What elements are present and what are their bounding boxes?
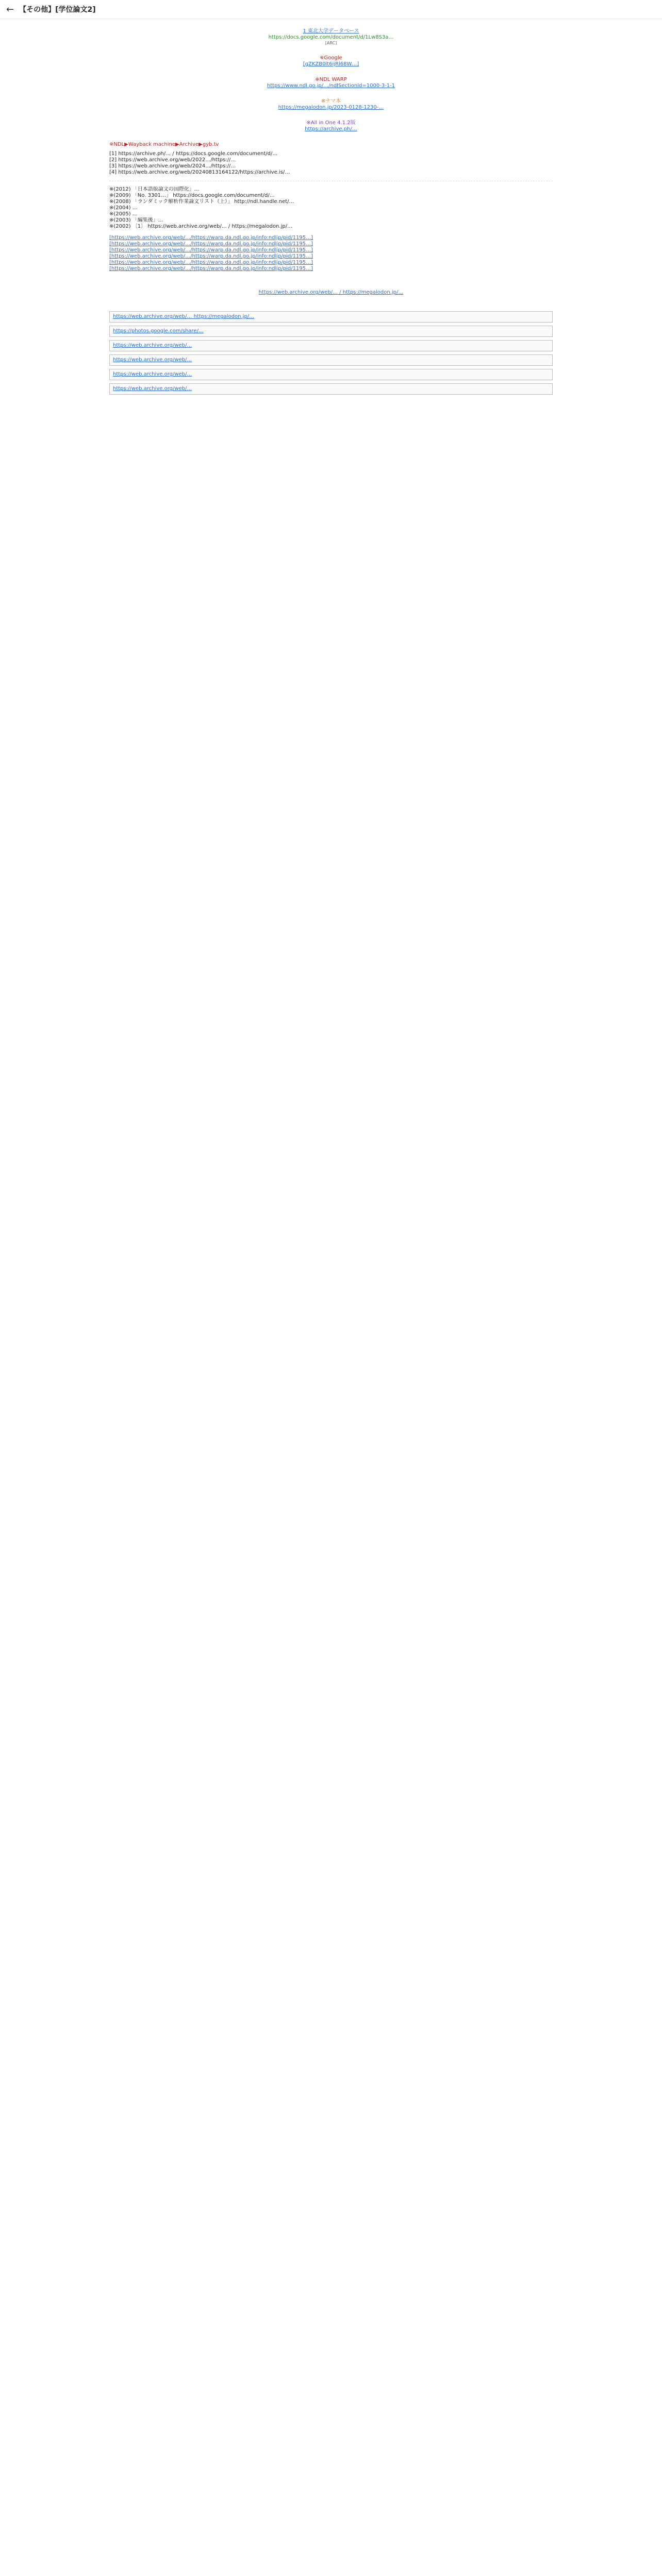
paragraph: [4] https://web.archive.org/web/20240813164122/https://archive.is/… [109,170,290,175]
ref-2 [109,55,553,67]
box-link[interactable]: https://web.archive.org/web/… [113,371,192,377]
ref-1-url[interactable]: https://docs.google.com/document/d/1Lw8S3a… [268,35,394,40]
main-section [109,142,553,395]
list-item[interactable]: [https://web.archive.org/web/…/https://warp.da.ndl.go.jp/info:ndljp/pid/1195…] [109,247,313,253]
ref-4 [109,98,553,111]
paragraph: [3] https://web.archive.org/web/2024…/https://… [109,163,236,169]
ref-1-sub: [ARC] [325,41,337,45]
box-link[interactable]: https://web.archive.org/web/… [113,386,192,392]
back-arrow-icon[interactable]: ← [6,4,14,15]
top-bar [0,0,662,19]
ref-2-label: ※Google [320,55,342,61]
paragraph: ※(2012) 「日本語版論文の国際化」… [109,187,200,192]
link-list [109,235,553,272]
ref-5 [109,120,553,132]
ref-4-url[interactable]: https://megalodon.jp/2023-0128-1230-… [278,105,384,110]
list-item[interactable]: [https://web.archive.org/web/…/https://warp.da.ndl.go.jp/info:ndljp/pid/1195…] [109,266,313,272]
paragraph: ※(2008) 「ランダミック解析作業論文リスト（上）」 http://ndl.handle.net/… [109,199,294,205]
ref-1 [109,28,553,46]
box-link[interactable]: https://photos.google.com/share/… [113,328,204,334]
box-link[interactable]: https://web.archive.org/web/… [113,343,192,348]
paragraph: ※(2002) 〔1〕 https://web.archive.org/web/… / https://megalodon.jp/… [109,224,293,229]
box-item [109,369,553,380]
paragraph: [2] https://web.archive.org/web/2022…/https://… [109,157,236,163]
page-title: 【その他】[学位論文2] [19,6,96,14]
paragraph: ※(2004) … [109,205,138,211]
list-item[interactable]: [https://web.archive.org/web/…/https://warp.da.ndl.go.jp/info:ndljp/pid/1195…] [109,253,313,259]
ref-2-url[interactable]: [gZKZB0lt6ijRl68W…] [303,61,359,67]
center-link[interactable]: https://web.archive.org/web/… / https://megalodon.jp/… [258,290,404,295]
box-item [109,354,553,366]
ref-3-label: ※NDL WARP [315,77,347,82]
box-item [109,326,553,337]
content [109,28,553,395]
ref-4-label: ※ナマ本 [321,98,341,104]
ref-1-label[interactable]: 1 東北大学データベース [303,28,359,34]
paragraph: ※(2003) 「編集後」… [109,217,163,223]
paragraph: ※(2009) 「No. 3301…」 https://docs.google.com/document/d/… [109,193,275,198]
box-list [109,311,553,395]
section-intro: ※NDL▶Wayback machine▶Archive▶gyb.tv [109,142,219,147]
ref-5-url[interactable]: https://archive.ph/… [305,126,357,132]
ref-5-label: ※All in One 4.1.2版 [306,120,356,126]
box-item [109,311,553,323]
box-item [109,340,553,351]
box-link[interactable]: https://web.archive.org/web/… https://megalodon.jp/… [113,314,255,319]
ref-3-url[interactable]: https://www.ndl.go.jp/…/ndlSectionId=1000-3-1-1 [267,83,395,89]
list-item[interactable]: [https://web.archive.org/web/…/https://warp.da.ndl.go.jp/info:ndljp/pid/1195…] [109,241,313,247]
paragraph: ※(2005) … [109,211,138,217]
box-item [109,383,553,395]
box-link[interactable]: https://web.archive.org/web/… [113,357,192,363]
paragraph: [1] https://archive.ph/… / https://docs.google.com/document/d/… [109,151,278,157]
paragraph-list [109,151,553,230]
list-item[interactable]: [https://web.archive.org/web/…/https://warp.da.ndl.go.jp/info:ndljp/pid/1195…] [109,235,313,241]
list-item[interactable]: [https://web.archive.org/web/…/https://warp.da.ndl.go.jp/info:ndljp/pid/1195…] [109,260,313,265]
ref-3 [109,77,553,89]
